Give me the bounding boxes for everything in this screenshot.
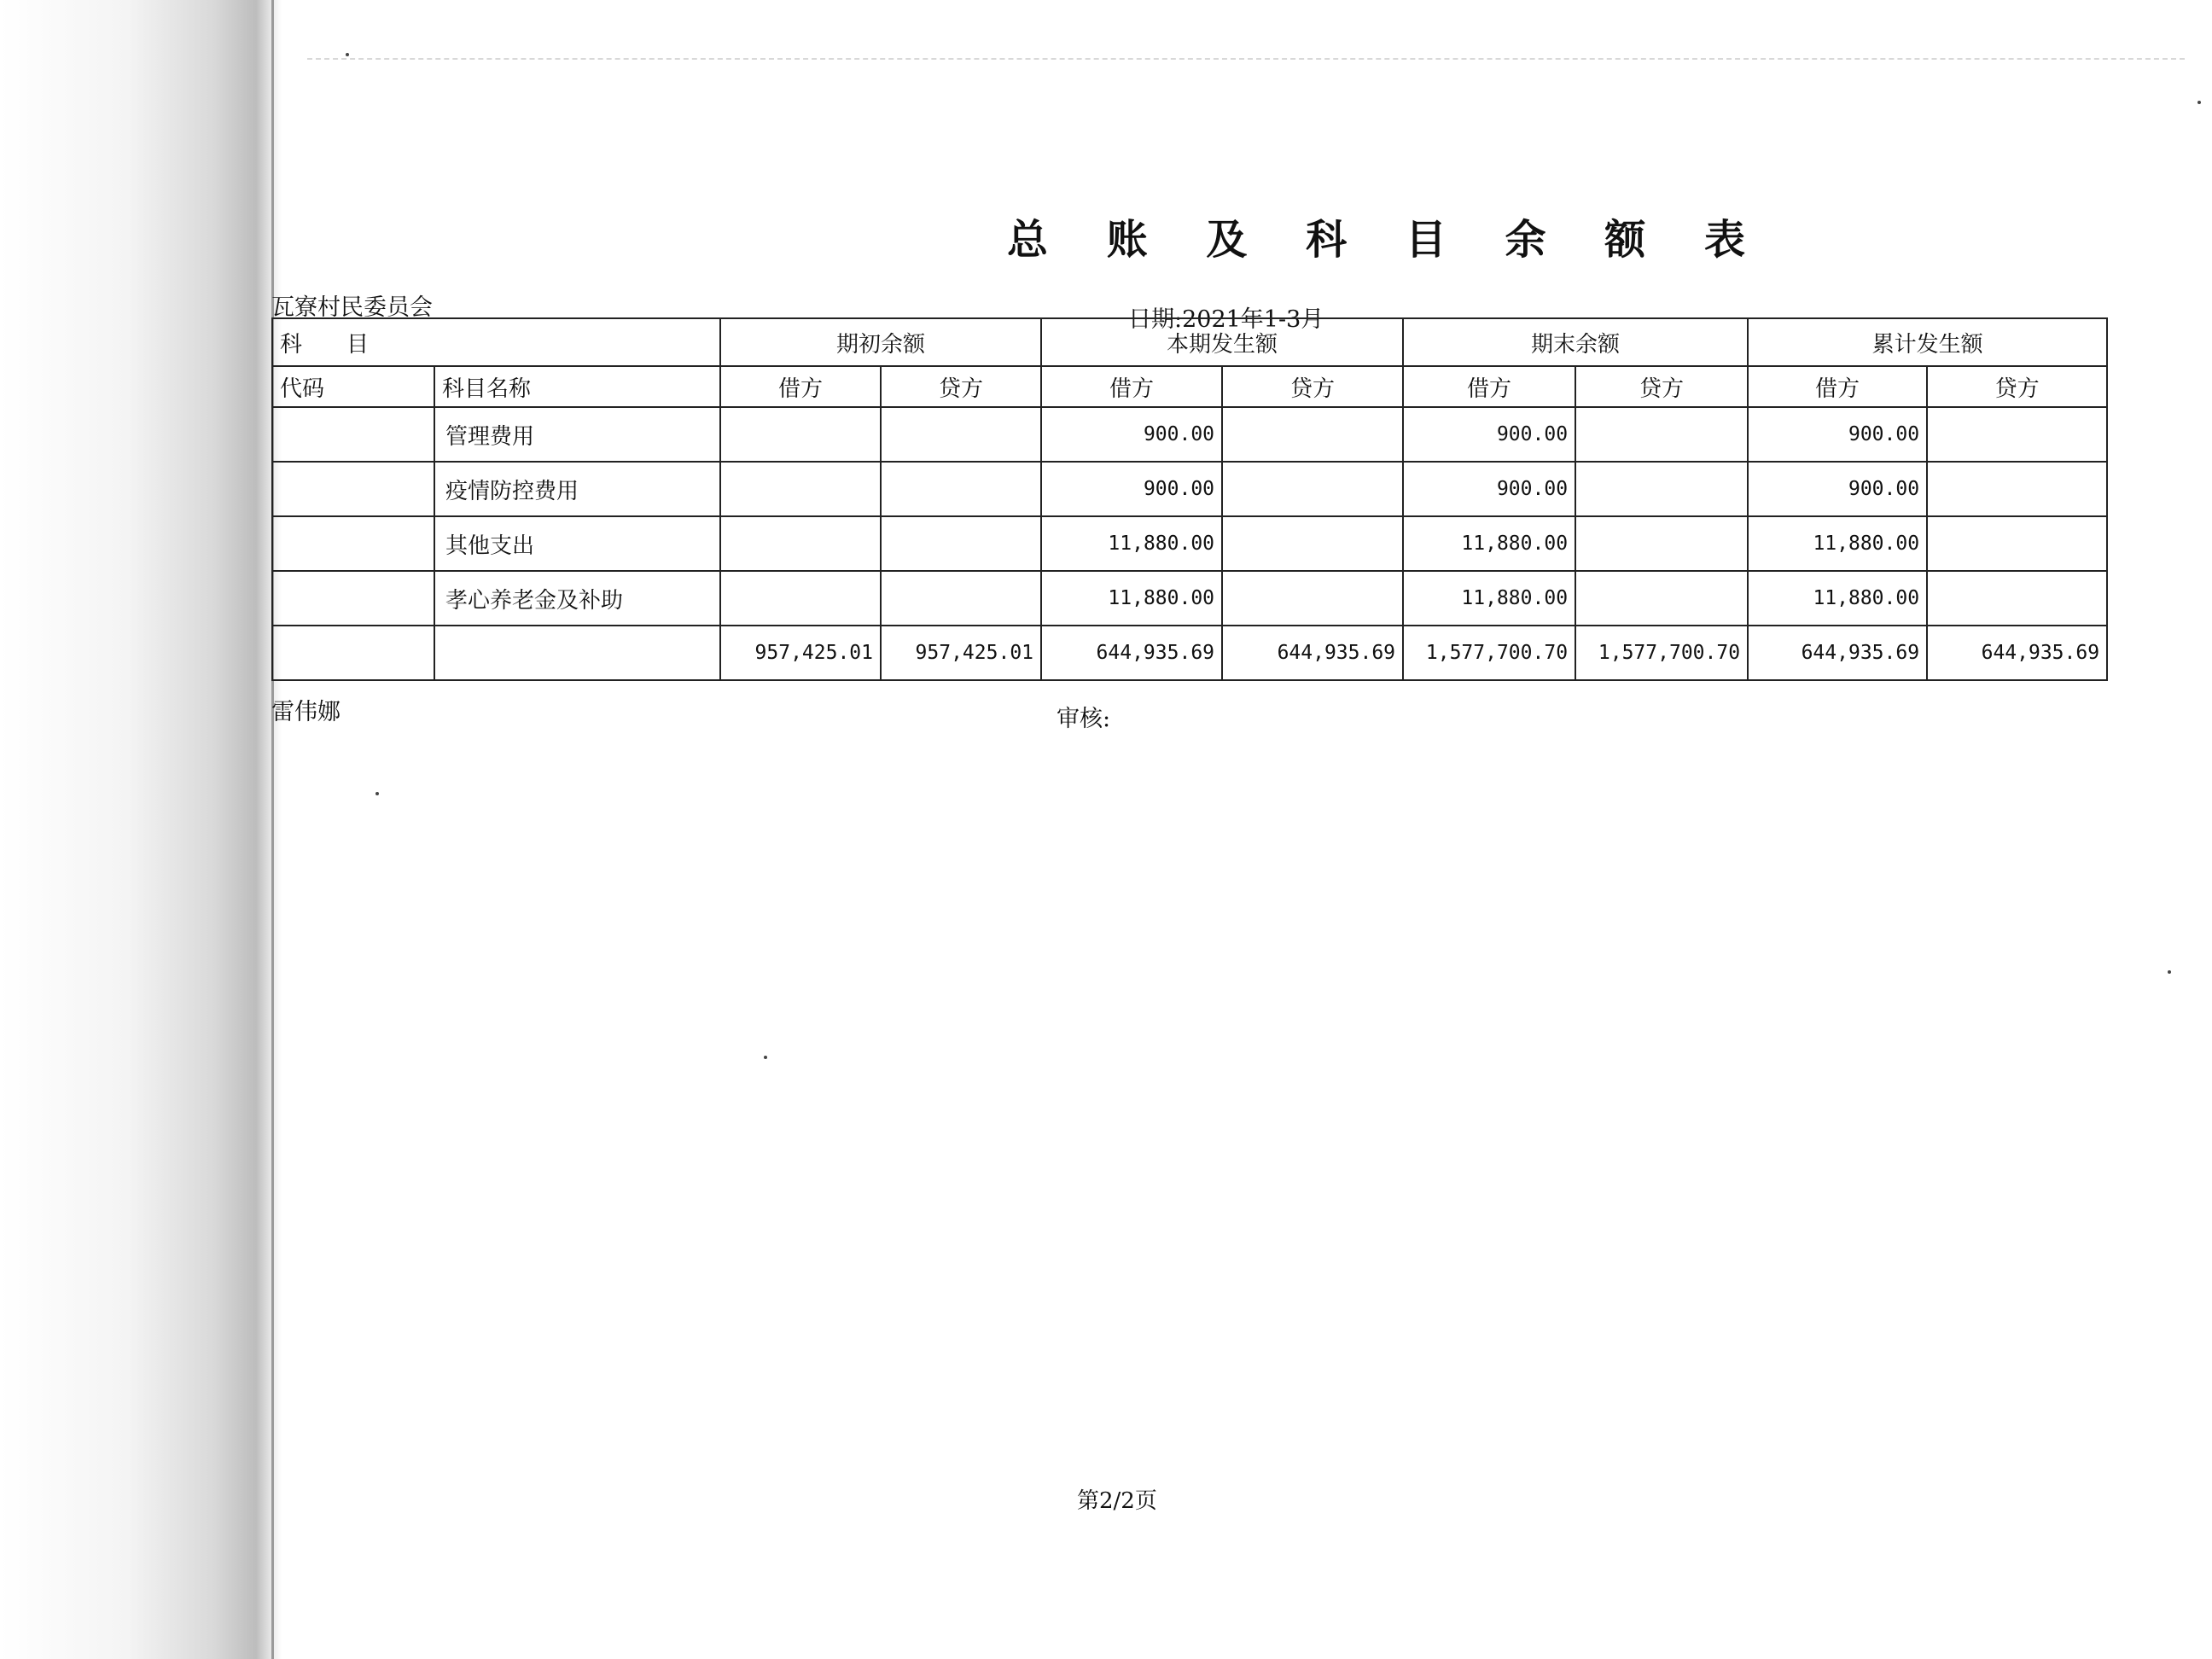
cell-amount: 1,577,700.70: [1575, 626, 1748, 680]
cell-amount: [1575, 571, 1748, 626]
cell-amount: [720, 462, 881, 516]
cell-amount: [1222, 516, 1403, 571]
header-debit: 借方: [1748, 366, 1927, 407]
cell-amount: 644,935.69: [1041, 626, 1222, 680]
header-row-groups: [272, 318, 2107, 366]
cell-amount: 11,880.00: [1403, 516, 1575, 571]
cell-amount: 644,935.69: [1748, 626, 1927, 680]
page-number: 第2/2页: [1077, 1488, 1157, 1514]
cell-amount: 957,425.01: [881, 626, 1041, 680]
cell-account-name: [434, 626, 720, 680]
cell-amount: [720, 516, 881, 571]
header-debit: 借方: [1041, 366, 1222, 407]
scan-speck: [2168, 970, 2171, 974]
cell-amount: 900.00: [1403, 407, 1575, 462]
preparer-name: 雷伟娜: [271, 699, 341, 725]
cell-amount: [1222, 407, 1403, 462]
cell-amount: [720, 571, 881, 626]
cell-account-name: 其他支出: [434, 516, 720, 571]
header-closing-balance: 期末余额: [1403, 318, 1748, 366]
table-row: [272, 516, 2107, 571]
cell-amount: [881, 462, 1041, 516]
header-opening-balance: 期初余额: [720, 318, 1041, 366]
document-title: 总 账 及 科 目 余 额 表: [1007, 216, 1767, 264]
scan-speck: [764, 1056, 767, 1059]
cell-code: [272, 407, 434, 462]
cell-amount: [1575, 516, 1748, 571]
table-row: [272, 462, 2107, 516]
scan-artifact-line: [307, 58, 2185, 60]
cell-code: [272, 626, 434, 680]
cell-amount: 900.00: [1748, 407, 1927, 462]
cell-amount: [1927, 462, 2107, 516]
scan-speck: [375, 792, 379, 795]
cell-amount: 11,880.00: [1748, 571, 1927, 626]
cell-amount: [1575, 407, 1748, 462]
header-credit: 贷方: [881, 366, 1041, 407]
cell-code: [272, 462, 434, 516]
cell-amount: [1222, 462, 1403, 516]
header-credit: 贷方: [1927, 366, 2107, 407]
page-edge: [271, 0, 274, 1659]
header-code: 代码: [272, 366, 434, 407]
table-row: [272, 571, 2107, 626]
cell-amount: 11,880.00: [1041, 571, 1222, 626]
organization-name: 瓦寮村民委员会: [271, 294, 433, 321]
header-row-sub: [272, 366, 2107, 407]
cell-code: [272, 516, 434, 571]
header-cumulative-amount: 累计发生额: [1748, 318, 2107, 366]
cell-amount: 900.00: [1748, 462, 1927, 516]
cell-amount: [881, 516, 1041, 571]
header-credit: 贷方: [1575, 366, 1748, 407]
cell-amount: [720, 407, 881, 462]
scan-speck: [346, 53, 349, 56]
cell-amount: [881, 571, 1041, 626]
cell-amount: [1927, 407, 2107, 462]
header-debit: 借方: [1403, 366, 1575, 407]
header-account-name: 科目名称: [434, 366, 720, 407]
cell-account-name: 孝心养老金及补助: [434, 571, 720, 626]
binding-shadow: [0, 0, 282, 1659]
reviewer-label: 审核:: [1057, 706, 1111, 732]
cell-amount: 11,880.00: [1748, 516, 1927, 571]
cell-amount: 1,577,700.70: [1403, 626, 1575, 680]
header-kemu: 科 目: [272, 318, 720, 366]
header-debit: 借方: [720, 366, 881, 407]
cell-code: [272, 571, 434, 626]
cell-amount: [881, 407, 1041, 462]
cell-amount: 900.00: [1041, 462, 1222, 516]
scan-speck: [2197, 101, 2201, 104]
cell-amount: 644,935.69: [1927, 626, 2107, 680]
report-date: 日期:2021年1-3月: [1128, 306, 1324, 333]
cell-account-name: 管理费用: [434, 407, 720, 462]
cell-amount: 900.00: [1403, 462, 1575, 516]
cell-amount: 11,880.00: [1403, 571, 1575, 626]
cell-amount: [1222, 571, 1403, 626]
header-period-amount: 本期发生额: [1041, 318, 1403, 366]
cell-account-name: 疫情防控费用: [434, 462, 720, 516]
cell-amount: [1927, 571, 2107, 626]
cell-amount: [1927, 516, 2107, 571]
cell-amount: 11,880.00: [1041, 516, 1222, 571]
ledger-table: [271, 317, 2108, 681]
table-row: [272, 407, 2107, 462]
cell-amount: 957,425.01: [720, 626, 881, 680]
header-credit: 贷方: [1222, 366, 1403, 407]
cell-amount: 900.00: [1041, 407, 1222, 462]
table-row-total: [272, 626, 2107, 680]
cell-amount: [1575, 462, 1748, 516]
cell-amount: 644,935.69: [1222, 626, 1403, 680]
